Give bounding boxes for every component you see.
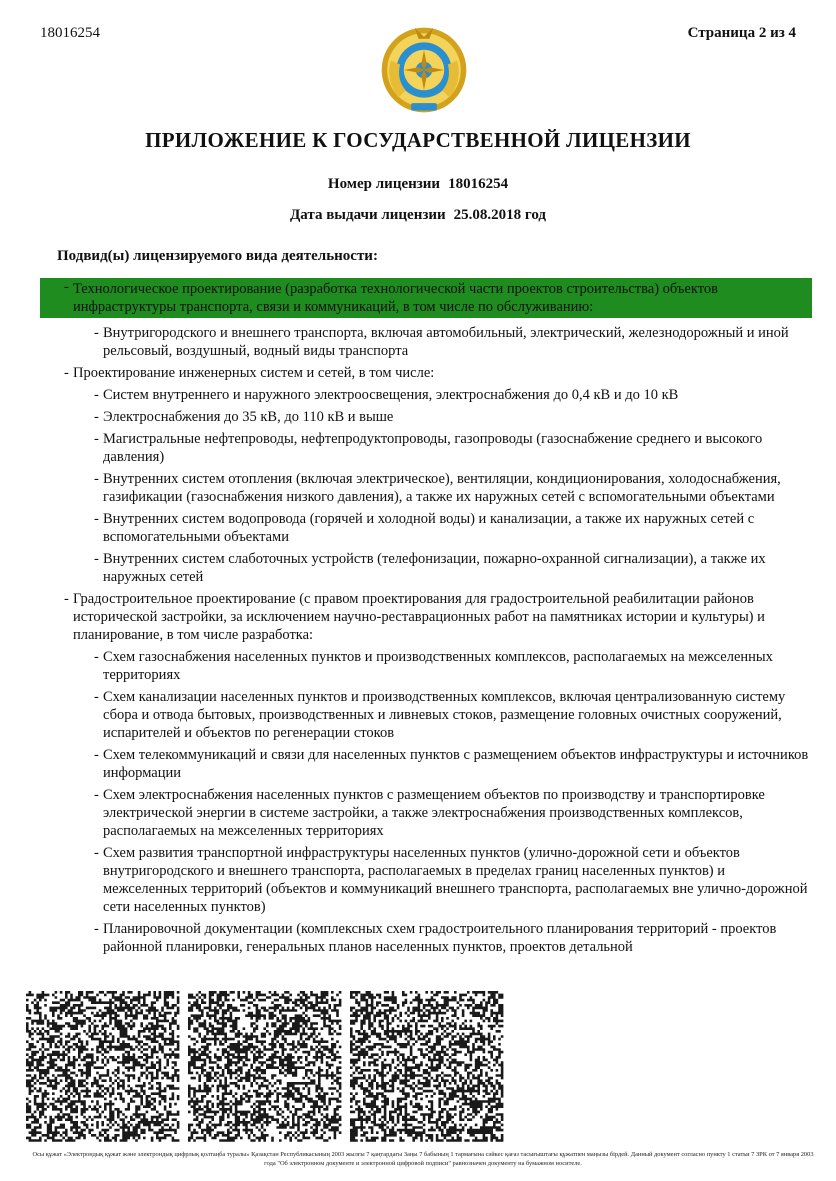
list-item	[40, 550, 812, 586]
license-date-label: Дата выдачи лицензии	[289, 207, 446, 223]
list-bullet: -	[64, 365, 69, 381]
list-item-text: Магистральные нефтепроводы, нефтепродуктопроводы, газопроводы (газоснабжение среднего и высокого давления)	[103, 431, 763, 465]
list-bullet: -	[64, 591, 69, 607]
state-emblem-icon	[378, 24, 470, 116]
legal-footer: Осы құжат «Электрондық құжат және электрондық цифрлық қолтаңба туралы» Қазақстан Республикасының 2003 жылғы 7 қаңтардағы Заңы 7 бабының 1 тармағына сәйкес қағаз тасығыштағы құжатпен маңызы бірдей. Данный документ согласно пункту 1 статьи 7 ЗРК от 7 января 2003 года "Об электронном документе и электронной цифровой подписи" равнозначен документу на бумажном носителе.	[32, 1151, 814, 1167]
qr-code-icon	[188, 991, 342, 1143]
list-item	[40, 470, 812, 506]
list-item-text: Систем внутреннего и наружного электроосвещения, электроснабжения до 0,4 кВ и до 10 кВ	[103, 387, 679, 403]
license-date-value: 25.08.2018 год	[453, 207, 547, 223]
list-item-text: Внутренних систем водопровода (горячей и холодной воды) и канализации, а также их наружных сетей с вспомогательными объектами	[103, 511, 755, 545]
qr-code-icon	[350, 991, 504, 1143]
list-bullet: -	[94, 747, 99, 763]
list-bullet: -	[94, 431, 99, 447]
list-item-text: Градостроительное проектирование (с правом проектирования для градостроительной реабилитации районов исторической застройки, за исключением научно-реставрационных работ на памятниках истории и культуры) и планирование, в том числе разработка:	[73, 591, 765, 643]
list-item	[40, 844, 812, 916]
list-item	[40, 408, 812, 426]
list-bullet: -	[94, 551, 99, 567]
subtypes-heading: Подвид(ы) лицензируемого вида деятельности:	[57, 248, 378, 264]
list-item	[40, 324, 812, 360]
list-item	[40, 278, 812, 318]
list-item-text: Технологическое проектирование (разработка технологической части проектов строительства) объектов инфраструктуры транспорта, связи и коммуникаций, в том числе по обслуживанию:	[73, 281, 718, 315]
list-item	[40, 364, 812, 382]
list-item-text: Схем развития транспортной инфраструктуры населенных пунктов (улично-дорожной сети и объектов внутригородского и внешнего транспорта, располагаемых в пределах границ населенных пунктов) и межселенных территорий (объектов и коммуникаций внешнего транспорта, располагаемых вне улично-дорожной сети населенных пунктов)	[103, 845, 808, 915]
list-bullet: -	[94, 921, 99, 937]
activity-list	[40, 278, 812, 960]
list-bullet: -	[94, 511, 99, 527]
list-item	[40, 688, 812, 742]
list-item	[40, 746, 812, 782]
license-number-label: Номер лицензии	[327, 176, 441, 192]
list-item	[40, 920, 812, 956]
list-item	[40, 386, 812, 404]
list-item-text: Электроснабжения до 35 кВ, до 110 кВ и выше	[103, 409, 394, 425]
list-bullet: -	[64, 279, 69, 295]
list-item	[40, 590, 812, 644]
list-item-text: Внутренних систем слаботочных устройств (телефонизации, пожарно-охранной сигнализации), а также их наружных сетей	[103, 551, 766, 585]
list-item-text: Схем газоснабжения населенных пунктов и производственных комплексов, располагаемых на межселенных территориях	[103, 649, 773, 683]
list-item-text: Схем канализации населенных пунктов и производственных комплексов, включая централизованную систему сбора и отвода бытовых, производственных и ливневых стоков, размещение головных очистных сооружений, испарителей и объектов по регенерации стоков	[103, 689, 786, 741]
list-item-text: Внутригородского и внешнего транспорта, включая автомобильный, электрический, железнодорожный и иной рельсовый, воздушный, водный виды транспорта	[103, 325, 789, 359]
list-item	[40, 510, 812, 546]
qr-code-icon	[26, 991, 180, 1143]
list-item	[40, 430, 812, 466]
list-item-text: Схем электроснабжения населенных пунктов с размещением объектов по производству и транспортировке электрической энергии в системе застройки, а также электроснабжения производственных комплексов, располагаемых на межселенных территориях	[103, 787, 765, 839]
list-item-text: Планировочной документации (комплексных схем градостроительного планирования территорий - проектов районной планировки, генеральных планов населенных пунктов, проектов детальной	[103, 921, 777, 955]
page-indicator: Страница 2 из 4	[687, 25, 796, 41]
license-number-line	[0, 176, 836, 193]
document-number: 18016254	[40, 25, 100, 41]
page-title: ПРИЛОЖЕНИЕ К ГОСУДАРСТВЕННОЙ ЛИЦЕНЗИИ	[145, 128, 691, 152]
list-item	[40, 648, 812, 684]
list-item-text: Внутренних систем отопления (включая электрическое), вентиляции, кондиционирования, холодоснабжения, газификации (газоснабжения низкого давления), а также их наружных сетей с вспомогательными объектами	[103, 471, 781, 505]
list-bullet: -	[94, 845, 99, 861]
list-bullet: -	[94, 387, 99, 403]
list-bullet: -	[94, 689, 99, 705]
list-bullet: -	[94, 409, 99, 425]
list-bullet: -	[94, 649, 99, 665]
license-date-line	[0, 207, 836, 224]
list-bullet: -	[94, 787, 99, 803]
list-item-text: Схем телекоммуникаций и связи для населенных пунктов с размещением объектов инфраструктуры и источников информации	[103, 747, 809, 781]
list-bullet: -	[94, 471, 99, 487]
list-bullet: -	[94, 325, 99, 341]
license-number-value: 18016254	[448, 176, 509, 192]
list-item-text: Проектирование инженерных систем и сетей, в том числе:	[73, 365, 435, 381]
list-item	[40, 786, 812, 840]
